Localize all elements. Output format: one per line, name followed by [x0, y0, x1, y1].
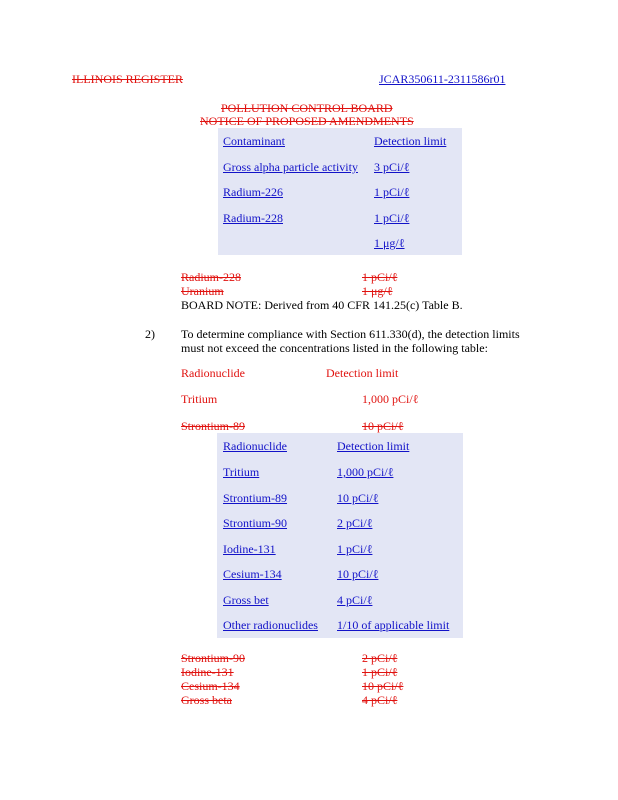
table1-row-value: 1 μg/ℓ — [374, 236, 405, 250]
register-name: ILLINOIS REGISTER — [72, 72, 183, 86]
deleted-row-value: 1 pCi/ℓ — [362, 665, 398, 679]
table1-row-name: Radium-226 — [223, 185, 283, 199]
table1-row-name: Gross alpha particle activity — [223, 160, 358, 174]
table2-head-limit: Detection limit — [337, 439, 410, 453]
deleted-row-name: Uranium — [181, 284, 224, 298]
table2-row-value: 4 pCi/ℓ — [337, 593, 373, 607]
old-header-radionuclide: Radionuclide — [181, 366, 245, 380]
table2-row-value: 10 pCi/ℓ — [337, 567, 379, 581]
item-text-line2: must not exceed the concentrations listed in the following table: — [181, 341, 488, 355]
table2-row-name: Other radionuclides — [223, 618, 318, 632]
deleted-row-name: Cesium-134 — [181, 679, 240, 693]
table2-highlight — [217, 433, 463, 638]
agency-title: POLLUTION CONTROL BOARD — [221, 101, 393, 115]
deleted-row-name: Radium-228 — [181, 270, 241, 284]
table2-row-value: 2 pCi/ℓ — [337, 516, 373, 530]
table2-row-name: Iodine-131 — [223, 542, 276, 556]
table2-row-value: 1/10 of applicable limit — [337, 618, 450, 632]
old-row-value: 1,000 pCi/ℓ — [362, 392, 419, 406]
item-number: 2) — [145, 327, 155, 341]
deleted-row-value: 2 pCi/ℓ — [362, 651, 398, 665]
table1-row-value: 1 pCi/ℓ — [374, 211, 410, 225]
table2-row-name: Tritium — [223, 465, 260, 479]
table2-row-value: 1 pCi/ℓ — [337, 542, 373, 556]
deleted-row-name: Strontium-90 — [181, 651, 246, 665]
deleted-row-name: Strontium-89 — [181, 419, 246, 433]
table2-row-value: 1,000 pCi/ℓ — [337, 465, 394, 479]
deleted-row-value: 1 pCi/ℓ — [362, 270, 398, 284]
deleted-row-value: 10 pCi/ℓ — [362, 679, 404, 693]
deleted-row-value: 1 μg/ℓ — [362, 284, 393, 298]
deleted-row-name: Gross beta — [181, 693, 232, 707]
table2-row-name: Cesium-134 — [223, 567, 282, 581]
old-row-name: Tritium — [181, 392, 218, 406]
old-header-limit: Detection limit — [326, 366, 399, 380]
notice-title: NOTICE OF PROPOSED AMENDMENTS — [200, 114, 414, 128]
item-text-line1: To determine compliance with Section 611.330(d), the detection limits — [181, 327, 520, 341]
table2-row-value: 10 pCi/ℓ — [337, 491, 379, 505]
deleted-row-value: 4 pCi/ℓ — [362, 693, 398, 707]
table2-row-name: Strontium-90 — [223, 516, 288, 530]
table2-row-name: Strontium-89 — [223, 491, 288, 505]
deleted-row-value: 10 pCi/ℓ — [362, 419, 404, 433]
table2-row-name: Gross bet — [223, 593, 269, 607]
table1-row-value: 3 pCi/ℓ — [374, 160, 410, 174]
deleted-row-name: Iodine-131 — [181, 665, 234, 679]
board-note: BOARD NOTE: Derived from 40 CFR 141.25(c) Table B. — [181, 298, 463, 312]
table1-head-limit: Detection limit — [374, 134, 447, 148]
table1-row-value: 1 pCi/ℓ — [374, 185, 410, 199]
table1-row-name: Radium-228 — [223, 211, 283, 225]
jcar-code: JCAR350611-2311586r01 — [379, 72, 506, 86]
table1-head-contaminant: Contaminant — [223, 134, 285, 148]
table2-head-radionuclide: Radionuclide — [223, 439, 287, 453]
